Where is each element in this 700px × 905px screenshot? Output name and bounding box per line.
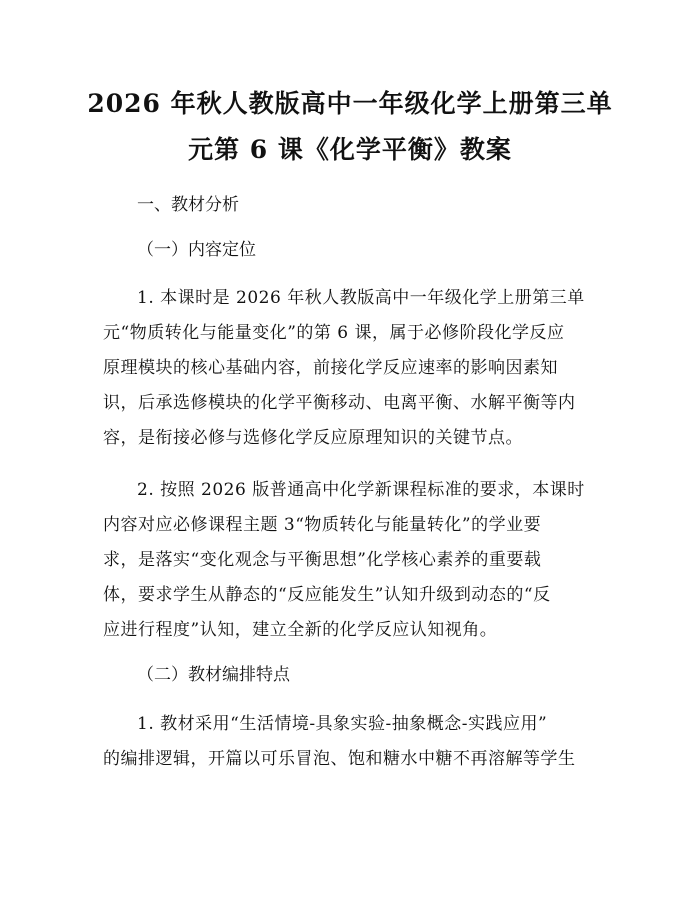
- paragraph-2-line: 体，要求学生从静态的“反应能发生”认知升级到动态的“反: [103, 585, 551, 605]
- document-title-line-2: 元第 6 课《化学平衡》教案: [188, 135, 512, 164]
- document-title-line-1: 2026 年秋人教版高中一年级化学上册第三单: [87, 89, 613, 118]
- subsection-heading-content-positioning: （一）内容定位: [137, 240, 256, 260]
- paragraph-3-line: 1. 教材采用“生活情境-具象实验-抽象概念-实践应用”: [137, 714, 548, 734]
- paragraph-1-line: 识，后承选修模块的化学平衡移动、电离平衡、水解平衡等内: [103, 393, 576, 413]
- paragraph-1-line: 原理模块的核心基础内容，前接化学反应速率的影响因素知: [103, 358, 558, 378]
- paragraph-2-line: 求，是落实“变化观念与平衡思想”化学核心素养的重要载: [103, 550, 542, 570]
- paragraph-2-line: 2. 按照 2026 版普通高中化学新课程标准的要求，本课时: [137, 480, 585, 500]
- paragraph-3-line: 的编排逻辑，开篇以可乐冒泡、饱和糖水中糖不再溶解等学生: [103, 749, 576, 769]
- paragraph-2-line: 内容对应必修课程主题 3“物质转化与能量转化”的学业要: [103, 515, 542, 535]
- paragraph-1-line: 元“物质转化与能量变化”的第 6 课，属于必修阶段化学反应: [103, 323, 565, 343]
- paragraph-2-line: 应进行程度”认知，建立全新的化学反应认知视角。: [103, 620, 498, 640]
- section-heading-textbook-analysis: 一、教材分析: [137, 195, 239, 215]
- subsection-heading-textbook-features: （二）教材编排特点: [137, 665, 290, 685]
- paragraph-1-line: 1. 本课时是 2026 年秋人教版高中一年级化学上册第三单: [137, 288, 585, 308]
- paragraph-1-line: 容，是衔接必修与选修化学反应原理知识的关键节点。: [103, 428, 523, 448]
